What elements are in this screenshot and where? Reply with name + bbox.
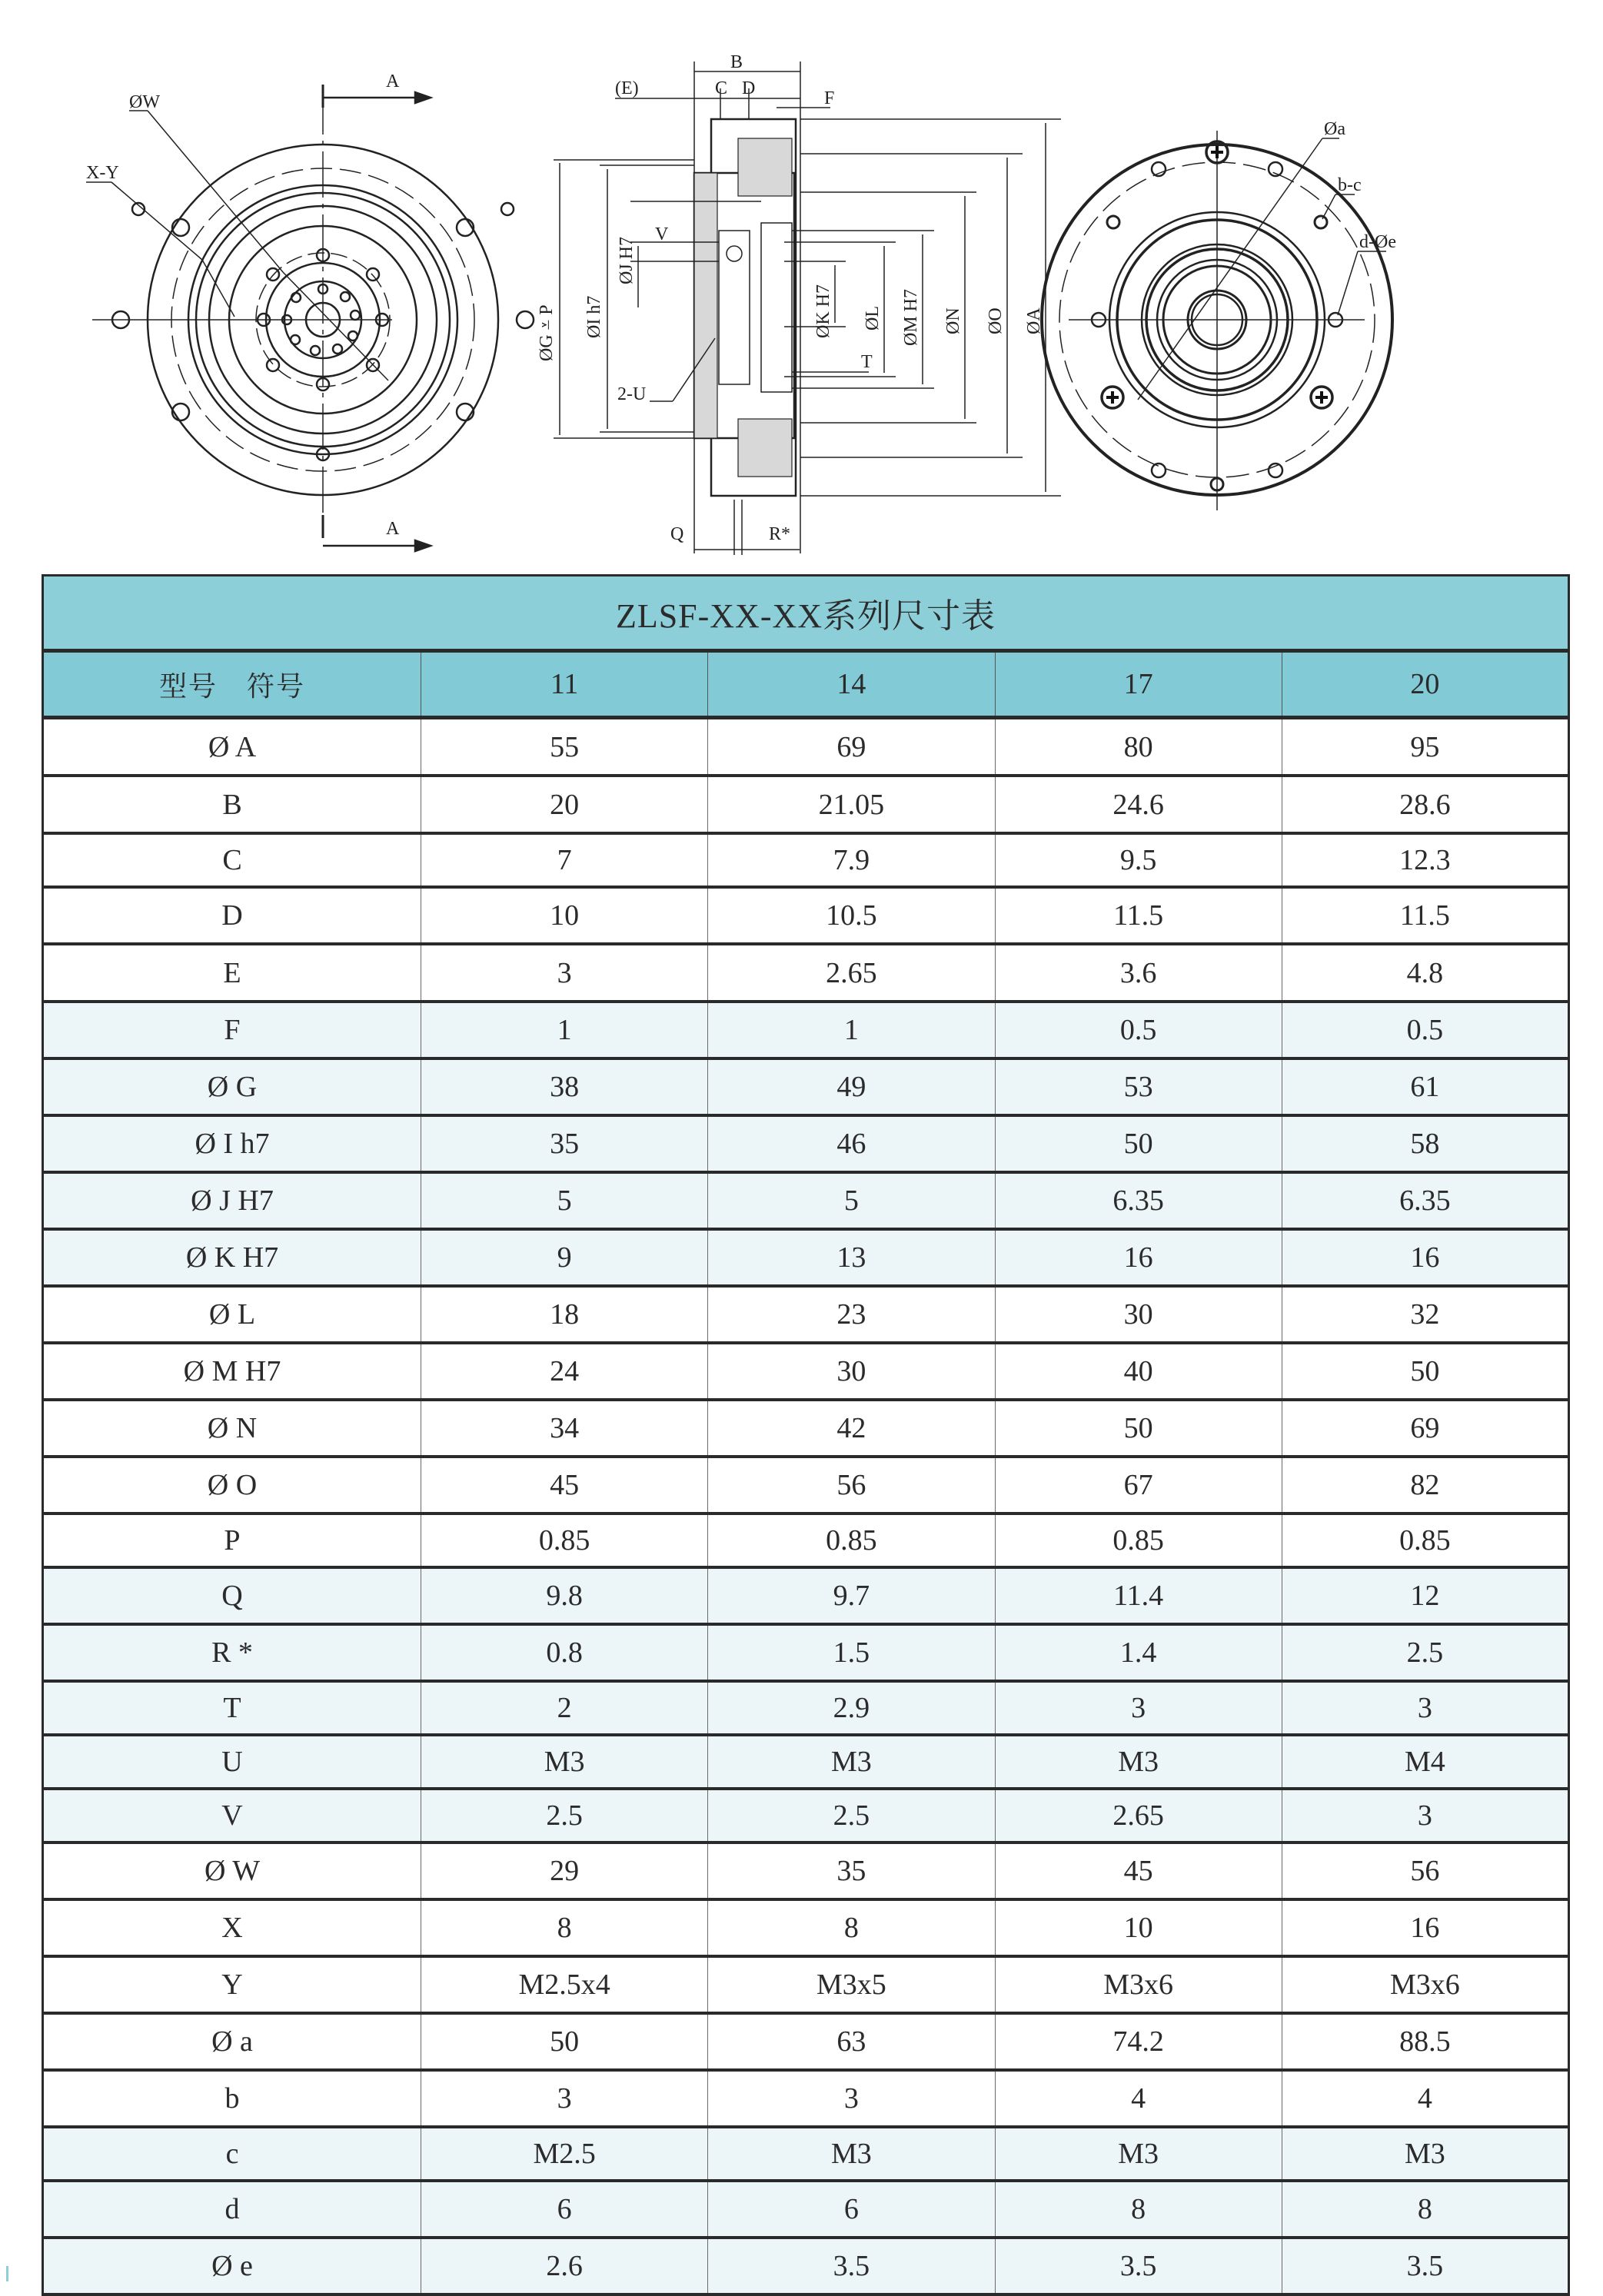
row-symbol: Ø a xyxy=(43,2013,421,2070)
row-symbol: D xyxy=(43,887,421,944)
label-xy: X-Y xyxy=(86,163,119,183)
row-value-model-14: M3 xyxy=(708,2127,995,2181)
row-value-model-11: 35 xyxy=(421,1115,708,1172)
row-value-model-17: 4 xyxy=(995,2070,1282,2127)
row-value-model-17: M3 xyxy=(995,2127,1282,2181)
row-value-model-11: 6 xyxy=(421,2181,708,2238)
row-value-model-17: M3x6 xyxy=(995,1956,1282,2013)
header-model-11: 11 xyxy=(421,651,708,718)
table-row xyxy=(43,944,1569,1002)
row-value-model-20: 12 xyxy=(1282,1567,1568,1624)
row-symbol: d xyxy=(43,2181,421,2238)
row-symbol: F xyxy=(43,1002,421,1058)
table-row xyxy=(43,2181,1569,2238)
row-value-model-11: 5 xyxy=(421,1172,708,1229)
row-value-model-11: 0.8 xyxy=(421,1624,708,1681)
table-row xyxy=(43,1343,1569,1400)
row-value-model-17: 0.5 xyxy=(995,1002,1282,1058)
row-value-model-14: 10.5 xyxy=(708,887,995,944)
table-row xyxy=(43,1400,1569,1457)
row-value-model-14: 8 xyxy=(708,1899,995,1956)
row-value-model-17: 8 xyxy=(995,2181,1282,2238)
drawing-svg xyxy=(0,0,1603,569)
row-symbol: Ø G xyxy=(43,1058,421,1115)
row-value-model-20: 11.5 xyxy=(1282,887,1568,944)
row-value-model-20: 61 xyxy=(1282,1058,1568,1115)
row-symbol: Ø N xyxy=(43,1400,421,1457)
section-marker-bottom: A xyxy=(386,519,400,539)
table-row xyxy=(43,1842,1569,1899)
row-value-model-11: 3 xyxy=(421,944,708,1002)
label-K: ØK H7 xyxy=(813,284,833,338)
row-symbol: Ø O xyxy=(43,1457,421,1513)
row-value-model-14: 69 xyxy=(708,718,995,776)
table-row xyxy=(43,776,1569,833)
row-value-model-14: 63 xyxy=(708,2013,995,2070)
row-value-model-20: 6.35 xyxy=(1282,1172,1568,1229)
label-T: T xyxy=(861,352,873,372)
row-value-model-11: 10 xyxy=(421,887,708,944)
row-symbol: Ø J H7 xyxy=(43,1172,421,1229)
label-de: d-Øe xyxy=(1359,232,1396,252)
row-value-model-20: 16 xyxy=(1282,1229,1568,1286)
row-value-model-11: 8 xyxy=(421,1899,708,1956)
row-value-model-17: 2.65 xyxy=(995,1789,1282,1842)
row-value-model-20: 3 xyxy=(1282,1789,1568,1842)
row-symbol: V xyxy=(43,1789,421,1842)
technical-drawing xyxy=(0,0,1603,569)
row-value-model-20: M4 xyxy=(1282,1735,1568,1789)
row-value-model-20: 8 xyxy=(1282,2181,1568,2238)
table-header-row xyxy=(43,651,1569,718)
row-value-model-11: 55 xyxy=(421,718,708,776)
row-value-model-14: 9.7 xyxy=(708,1567,995,1624)
row-value-model-17: 3.6 xyxy=(995,944,1282,1002)
row-symbol: Ø M H7 xyxy=(43,1343,421,1400)
label-bc: b-c xyxy=(1338,175,1362,195)
table-row xyxy=(43,1229,1569,1286)
row-value-model-20: 12.3 xyxy=(1282,833,1568,887)
table-row xyxy=(43,1624,1569,1681)
row-value-model-14: M3 xyxy=(708,1735,995,1789)
row-value-model-11: 18 xyxy=(421,1286,708,1343)
table-row xyxy=(43,1058,1569,1115)
row-value-model-11: 7 xyxy=(421,833,708,887)
row-value-model-17: 40 xyxy=(995,1343,1282,1400)
label-w: ØW xyxy=(129,92,160,112)
row-value-model-11: 50 xyxy=(421,2013,708,2070)
row-symbol: b xyxy=(43,2070,421,2127)
row-value-model-14: 46 xyxy=(708,1115,995,1172)
row-value-model-20: 4 xyxy=(1282,2070,1568,2127)
row-value-model-14: 7.9 xyxy=(708,833,995,887)
row-value-model-20: 0.85 xyxy=(1282,1513,1568,1567)
label-D: D xyxy=(742,78,756,98)
row-value-model-14: 49 xyxy=(708,1058,995,1115)
row-value-model-14: 1 xyxy=(708,1002,995,1058)
row-value-model-14: 2.5 xyxy=(708,1789,995,1842)
header-model-20: 20 xyxy=(1282,651,1568,718)
row-symbol: X xyxy=(43,1899,421,1956)
row-value-model-20: 69 xyxy=(1282,1400,1568,1457)
row-value-model-17: 50 xyxy=(995,1115,1282,1172)
row-value-model-17: 3 xyxy=(995,1681,1282,1735)
row-value-model-11: 1 xyxy=(421,1002,708,1058)
row-value-model-14: 23 xyxy=(708,1286,995,1343)
row-value-model-14: 56 xyxy=(708,1457,995,1513)
table-row xyxy=(43,1115,1569,1172)
dimension-table xyxy=(42,574,1570,2296)
table-row xyxy=(43,2013,1569,2070)
row-value-model-14: 2.65 xyxy=(708,944,995,1002)
label-V: V xyxy=(655,224,669,244)
row-value-model-20: 16 xyxy=(1282,1899,1568,1956)
row-symbol: Ø K H7 xyxy=(43,1229,421,1286)
row-value-model-14: 6 xyxy=(708,2181,995,2238)
row-value-model-11: 29 xyxy=(421,1842,708,1899)
label-B: B xyxy=(730,52,743,72)
row-symbol: Ø W xyxy=(43,1842,421,1899)
label-J: ØJ H7 xyxy=(617,236,637,284)
row-symbol: R * xyxy=(43,1624,421,1681)
row-value-model-14: 13 xyxy=(708,1229,995,1286)
row-value-model-14: 35 xyxy=(708,1842,995,1899)
row-symbol: Q xyxy=(43,1567,421,1624)
table-row xyxy=(43,2238,1569,2294)
label-L: ØL xyxy=(863,306,883,331)
table-row xyxy=(43,718,1569,776)
row-value-model-14: 1.5 xyxy=(708,1624,995,1681)
row-value-model-11: 9 xyxy=(421,1229,708,1286)
row-value-model-11: 2.5 xyxy=(421,1789,708,1842)
section-marker-top: A xyxy=(386,71,400,91)
table-row xyxy=(43,887,1569,944)
row-value-model-14: 30 xyxy=(708,1343,995,1400)
row-value-model-20: 82 xyxy=(1282,1457,1568,1513)
row-symbol: Ø I h7 xyxy=(43,1115,421,1172)
row-value-model-20: 4.8 xyxy=(1282,944,1568,1002)
label-O: ØO xyxy=(986,307,1006,334)
row-value-model-11: 9.8 xyxy=(421,1567,708,1624)
row-value-model-11: 24 xyxy=(421,1343,708,1400)
table-row xyxy=(43,2127,1569,2181)
table-row xyxy=(43,1457,1569,1513)
row-value-model-17: 67 xyxy=(995,1457,1282,1513)
row-value-model-11: M2.5x4 xyxy=(421,1956,708,2013)
row-value-model-17: 30 xyxy=(995,1286,1282,1343)
row-value-model-11: 45 xyxy=(421,1457,708,1513)
row-symbol: T xyxy=(43,1681,421,1735)
row-symbol: U xyxy=(43,1735,421,1789)
row-value-model-20: 95 xyxy=(1282,718,1568,776)
header-model-14: 14 xyxy=(708,651,995,718)
label-C: C xyxy=(715,78,728,98)
row-symbol: B xyxy=(43,776,421,833)
label-Q: Q xyxy=(670,524,684,544)
header-model-17: 17 xyxy=(995,651,1282,718)
label-G-P: ØG ⩡ P xyxy=(537,304,557,361)
row-value-model-17: 45 xyxy=(995,1842,1282,1899)
label-R: R* xyxy=(769,524,791,544)
table-row xyxy=(43,1567,1569,1624)
table-row xyxy=(43,1789,1569,1842)
row-value-model-11: 34 xyxy=(421,1400,708,1457)
row-symbol: C xyxy=(43,833,421,887)
row-value-model-14: M3x5 xyxy=(708,1956,995,2013)
row-value-model-17: 24.6 xyxy=(995,776,1282,833)
table-row xyxy=(43,2070,1569,2127)
table-row xyxy=(43,1956,1569,2013)
row-value-model-11: 38 xyxy=(421,1058,708,1115)
table-row xyxy=(43,1172,1569,1229)
row-value-model-11: 20 xyxy=(421,776,708,833)
row-value-model-11: 2 xyxy=(421,1681,708,1735)
row-value-model-14: 3 xyxy=(708,2070,995,2127)
row-symbol: Y xyxy=(43,1956,421,2013)
row-symbol: E xyxy=(43,944,421,1002)
row-value-model-14: 21.05 xyxy=(708,776,995,833)
label-N: ØN xyxy=(943,307,963,334)
row-value-model-17: 50 xyxy=(995,1400,1282,1457)
row-value-model-20: 88.5 xyxy=(1282,2013,1568,2070)
row-value-model-11: 3 xyxy=(421,2070,708,2127)
row-value-model-11: 2.6 xyxy=(421,2238,708,2294)
row-value-model-20: 0.5 xyxy=(1282,1002,1568,1058)
row-value-model-17: 80 xyxy=(995,718,1282,776)
row-value-model-14: 42 xyxy=(708,1400,995,1457)
label-U: 2-U xyxy=(617,384,647,404)
front-view xyxy=(86,85,534,551)
row-value-model-17: 1.4 xyxy=(995,1624,1282,1681)
row-value-model-20: 32 xyxy=(1282,1286,1568,1343)
label-F: F xyxy=(824,88,835,108)
label-A: ØA xyxy=(1024,307,1044,334)
row-value-model-11: M3 xyxy=(421,1735,708,1789)
row-value-model-20: 56 xyxy=(1282,1842,1568,1899)
row-value-model-17: 11.5 xyxy=(995,887,1282,944)
label-M: ØM H7 xyxy=(901,288,921,346)
table-row xyxy=(43,1286,1569,1343)
row-value-model-17: 9.5 xyxy=(995,833,1282,887)
row-value-model-20: 50 xyxy=(1282,1343,1568,1400)
row-value-model-11: M2.5 xyxy=(421,2127,708,2181)
row-symbol: Ø A xyxy=(43,718,421,776)
row-symbol: P xyxy=(43,1513,421,1567)
row-symbol: Ø e xyxy=(43,2238,421,2294)
table-row xyxy=(43,833,1569,887)
row-value-model-17: 3.5 xyxy=(995,2238,1282,2294)
table-row xyxy=(43,1513,1569,1567)
row-value-model-14: 0.85 xyxy=(708,1513,995,1567)
row-value-model-20: M3x6 xyxy=(1282,1956,1568,2013)
table-row xyxy=(43,1002,1569,1058)
table-row xyxy=(43,1899,1569,1956)
row-symbol: c xyxy=(43,2127,421,2181)
row-value-model-20: 3.5 xyxy=(1282,2238,1568,2294)
row-value-model-20: 28.6 xyxy=(1282,776,1568,833)
row-value-model-20: 3 xyxy=(1282,1681,1568,1735)
row-value-model-17: 53 xyxy=(995,1058,1282,1115)
row-value-model-11: 0.85 xyxy=(421,1513,708,1567)
page-edge-mark xyxy=(6,2266,8,2281)
row-symbol: Ø L xyxy=(43,1286,421,1343)
row-value-model-17: 16 xyxy=(995,1229,1282,1286)
row-value-model-20: 58 xyxy=(1282,1115,1568,1172)
section-view xyxy=(554,61,1061,555)
table-row xyxy=(43,1681,1569,1735)
row-value-model-17: 0.85 xyxy=(995,1513,1282,1567)
row-value-model-17: 6.35 xyxy=(995,1172,1282,1229)
row-value-model-14: 2.9 xyxy=(708,1681,995,1735)
label-a: Øa xyxy=(1324,119,1345,139)
table-body xyxy=(43,718,1569,2295)
table-title: ZLSF-XX-XX系列尺寸表 xyxy=(43,576,1569,651)
row-value-model-17: 74.2 xyxy=(995,2013,1282,2070)
row-value-model-17: M3 xyxy=(995,1735,1282,1789)
row-value-model-14: 3.5 xyxy=(708,2238,995,2294)
row-value-model-17: 11.4 xyxy=(995,1567,1282,1624)
label-I: ØI h7 xyxy=(584,295,604,338)
header-symbol-label: 型号 符号 xyxy=(43,651,421,718)
label-E: (E) xyxy=(615,78,639,98)
row-value-model-17: 10 xyxy=(995,1899,1282,1956)
row-value-model-20: 2.5 xyxy=(1282,1624,1568,1681)
table-row xyxy=(43,1735,1569,1789)
row-value-model-20: M3 xyxy=(1282,2127,1568,2181)
row-value-model-14: 5 xyxy=(708,1172,995,1229)
